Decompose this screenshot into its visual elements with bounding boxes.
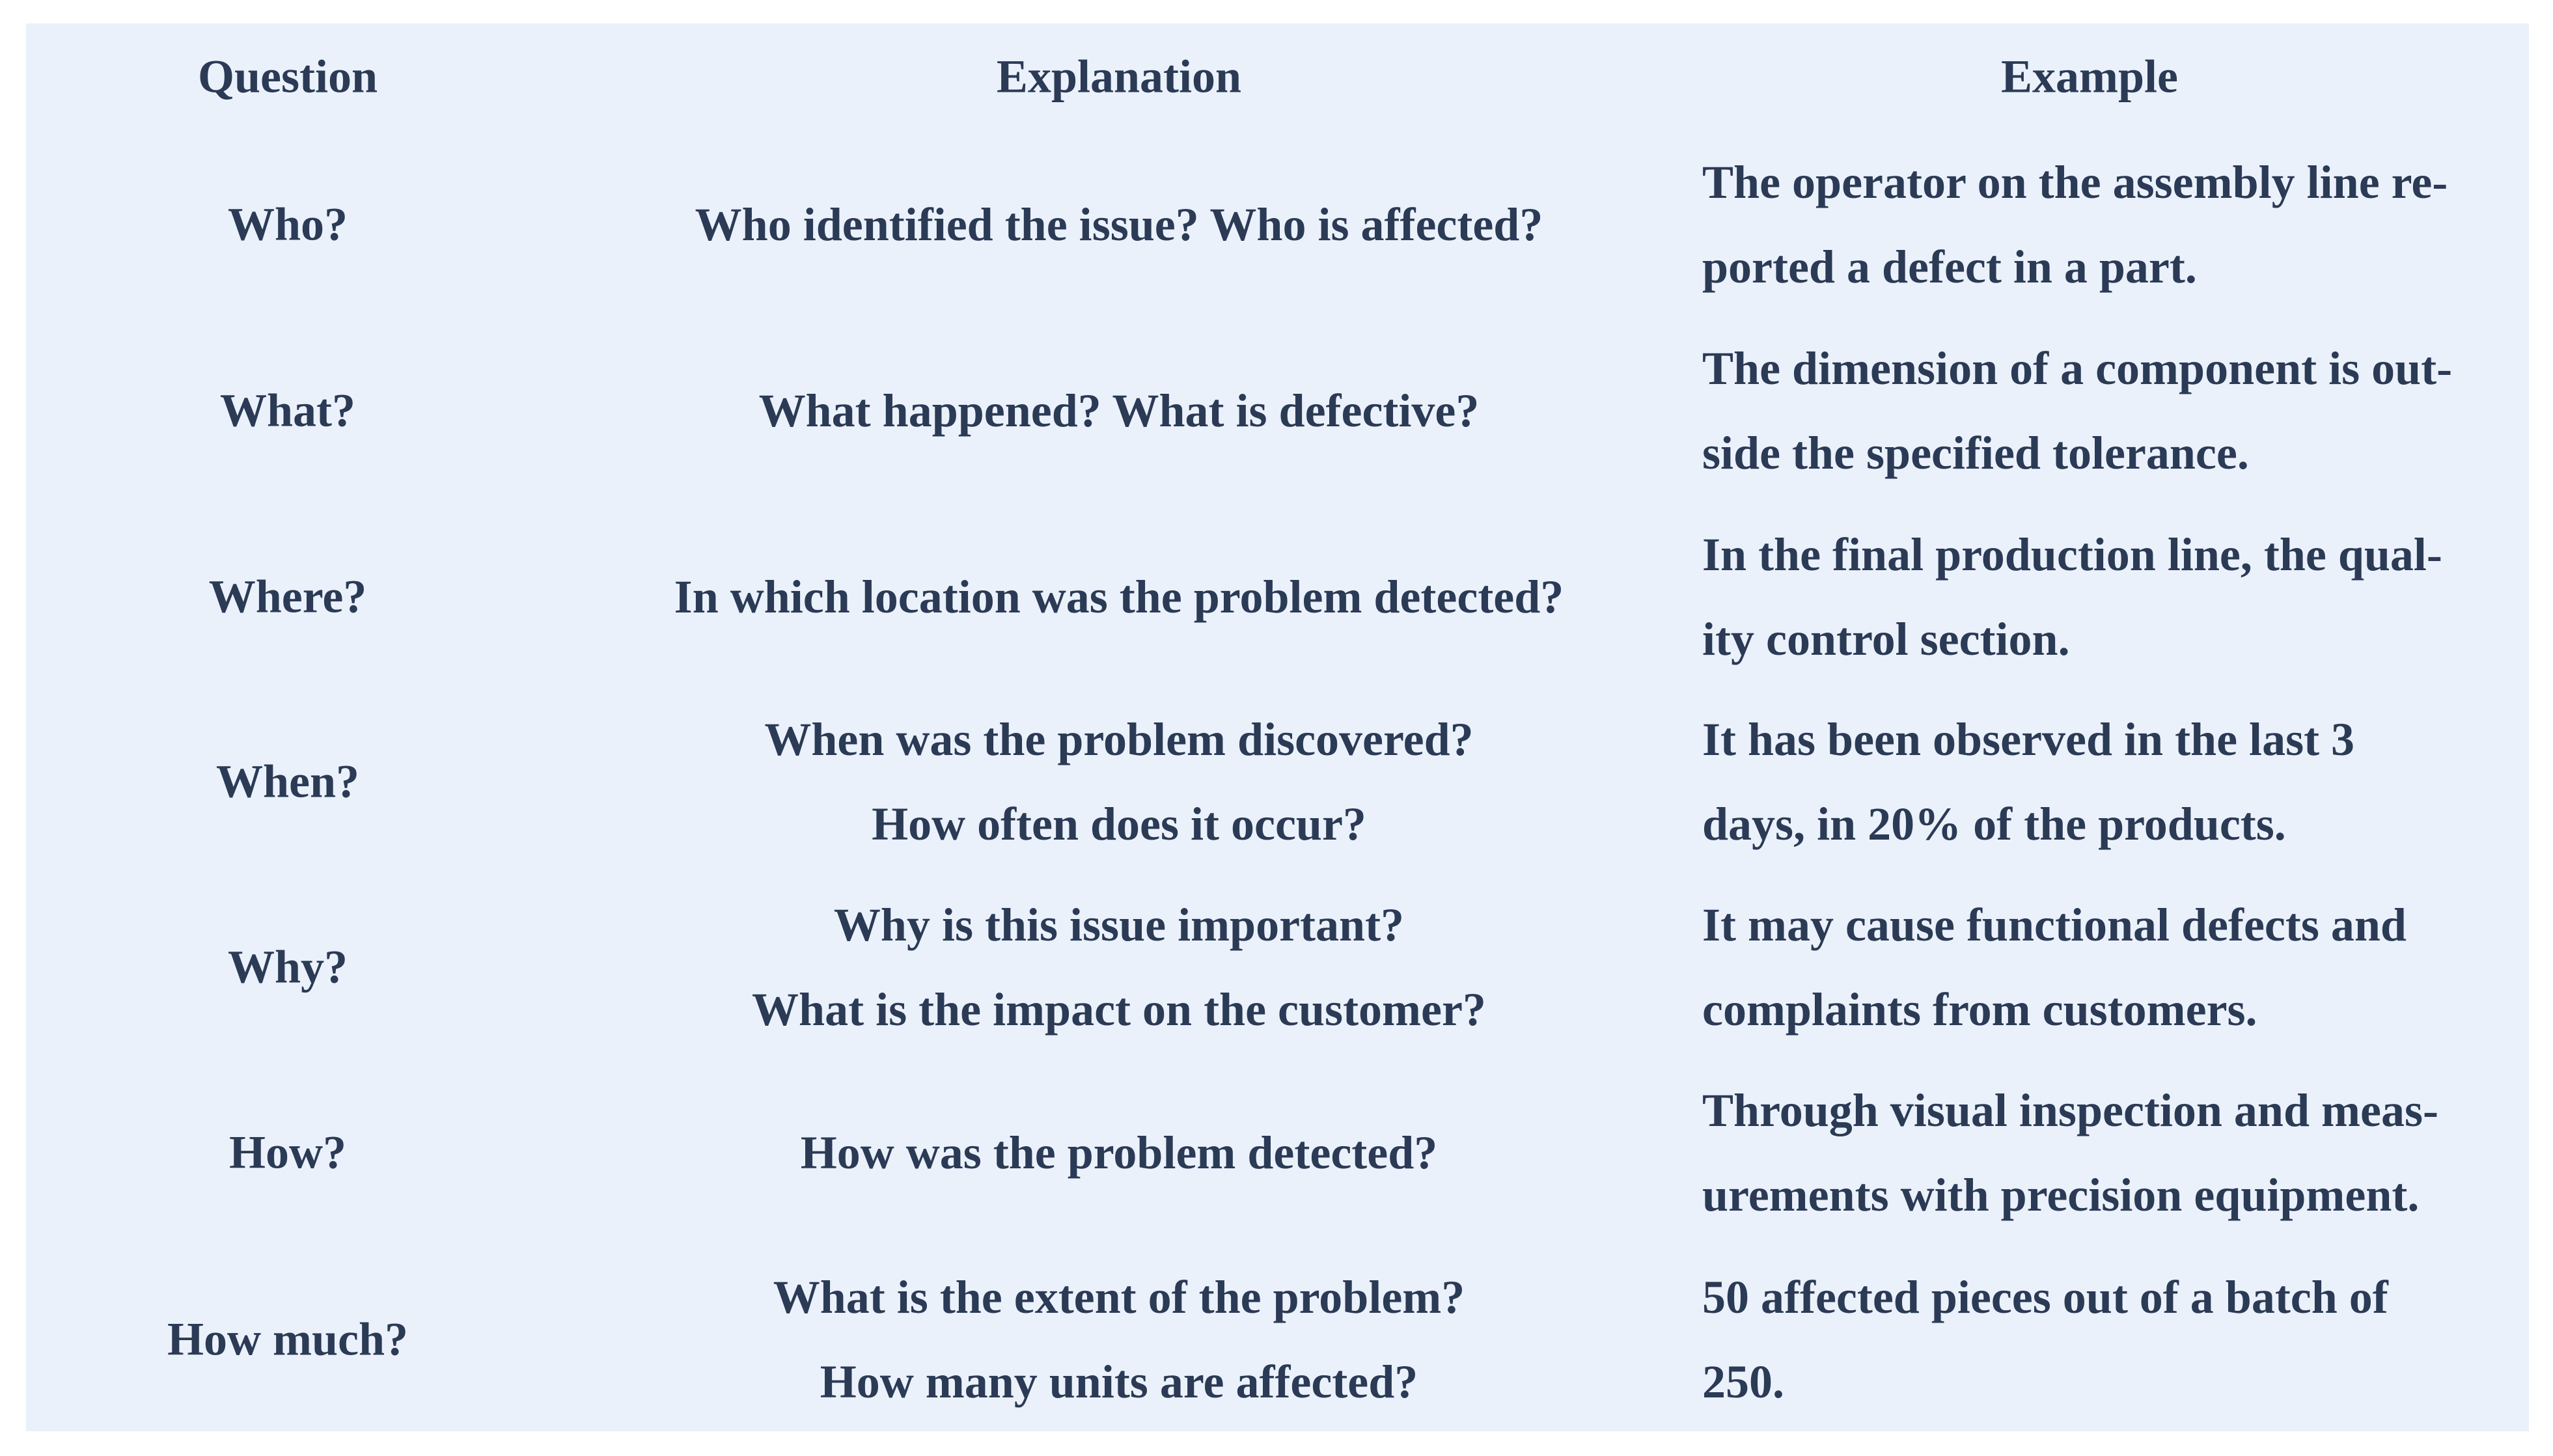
row-5-explanation-line-1: Why is this issue important?: [833, 899, 1405, 951]
row-1-example-line-2: ported a defect in a part.: [1702, 241, 2197, 293]
row-1-explanation-line: Who identified the issue? Who is affected?: [695, 199, 1543, 251]
row-1-question: Who?: [227, 198, 348, 251]
row-4-explanation-line-1: When was the problem discovered?: [764, 713, 1474, 765]
row-5-example-line-2: complaints from customers.: [1702, 983, 2257, 1036]
row-4-explanation: [588, 697, 1649, 866]
row-6-explanation: [588, 1110, 1649, 1195]
header-explanation: Explanation: [996, 50, 1242, 103]
row-3-example-line-1: In the final production line, the qual-: [1702, 529, 2442, 581]
row-1-example-line-1: The operator on the assembly line re-: [1702, 156, 2448, 208]
header-example: Example: [2000, 50, 2178, 103]
row-5-explanation: [588, 883, 1649, 1052]
row-3-explanation-line: In which location was the problem detected?: [674, 571, 1564, 623]
row-3-explanation: [588, 555, 1649, 639]
row-3-example-line-2: ity control section.: [1702, 613, 2070, 665]
row-3-question: Where?: [208, 570, 367, 623]
row-2-explanation: [588, 368, 1649, 453]
row-7-question: How much?: [167, 1313, 409, 1366]
row-7-explanation-line-1: What is the extent of the problem?: [773, 1271, 1465, 1323]
row-5-example: [1702, 883, 2522, 1052]
row-5-question: Why?: [227, 941, 348, 993]
row-7-explanation-line-2: How many units are affected?: [820, 1356, 1418, 1408]
row-4-example-line-2: days, in 20% of the products.: [1702, 798, 2286, 850]
row-6-example-line-2: urements with precision equipment.: [1702, 1169, 2420, 1221]
row-1-explanation: [588, 182, 1649, 267]
row-2-example-line-1: The dimension of a component is out-: [1702, 342, 2453, 394]
row-2-example-line-2: side the specified tolerance.: [1702, 427, 2249, 479]
row-7-explanation: [588, 1255, 1649, 1424]
row-5-explanation-line-2: What is the impact on the customer?: [752, 983, 1486, 1036]
row-2-question: What?: [219, 384, 356, 437]
row-5-example-line-1: It may cause functional defects and: [1702, 899, 2407, 951]
row-7-example-line-1: 50 affected pieces out of a batch of: [1702, 1271, 2388, 1323]
row-4-question: When?: [215, 755, 360, 808]
row-6-question: How?: [229, 1126, 346, 1179]
row-6-explanation-line: How was the problem detected?: [800, 1127, 1438, 1179]
row-4-example-line-1: It has been observed in the last 3: [1702, 713, 2355, 765]
row-7-example-line-2: 250.: [1702, 1356, 1784, 1408]
row-2-example: [1702, 326, 2522, 495]
row-1-example: [1702, 140, 2522, 309]
header-question: Question: [197, 50, 378, 103]
row-2-explanation-line: What happened? What is defective?: [758, 385, 1480, 437]
row-3-example: [1702, 512, 2522, 681]
row-4-explanation-line-2: How often does it occur?: [872, 798, 1366, 850]
row-6-example: [1702, 1068, 2522, 1237]
row-6-example-line-1: Through visual inspection and meas-: [1702, 1084, 2438, 1136]
row-7-example: [1702, 1255, 2522, 1424]
row-4-example: [1702, 697, 2522, 866]
